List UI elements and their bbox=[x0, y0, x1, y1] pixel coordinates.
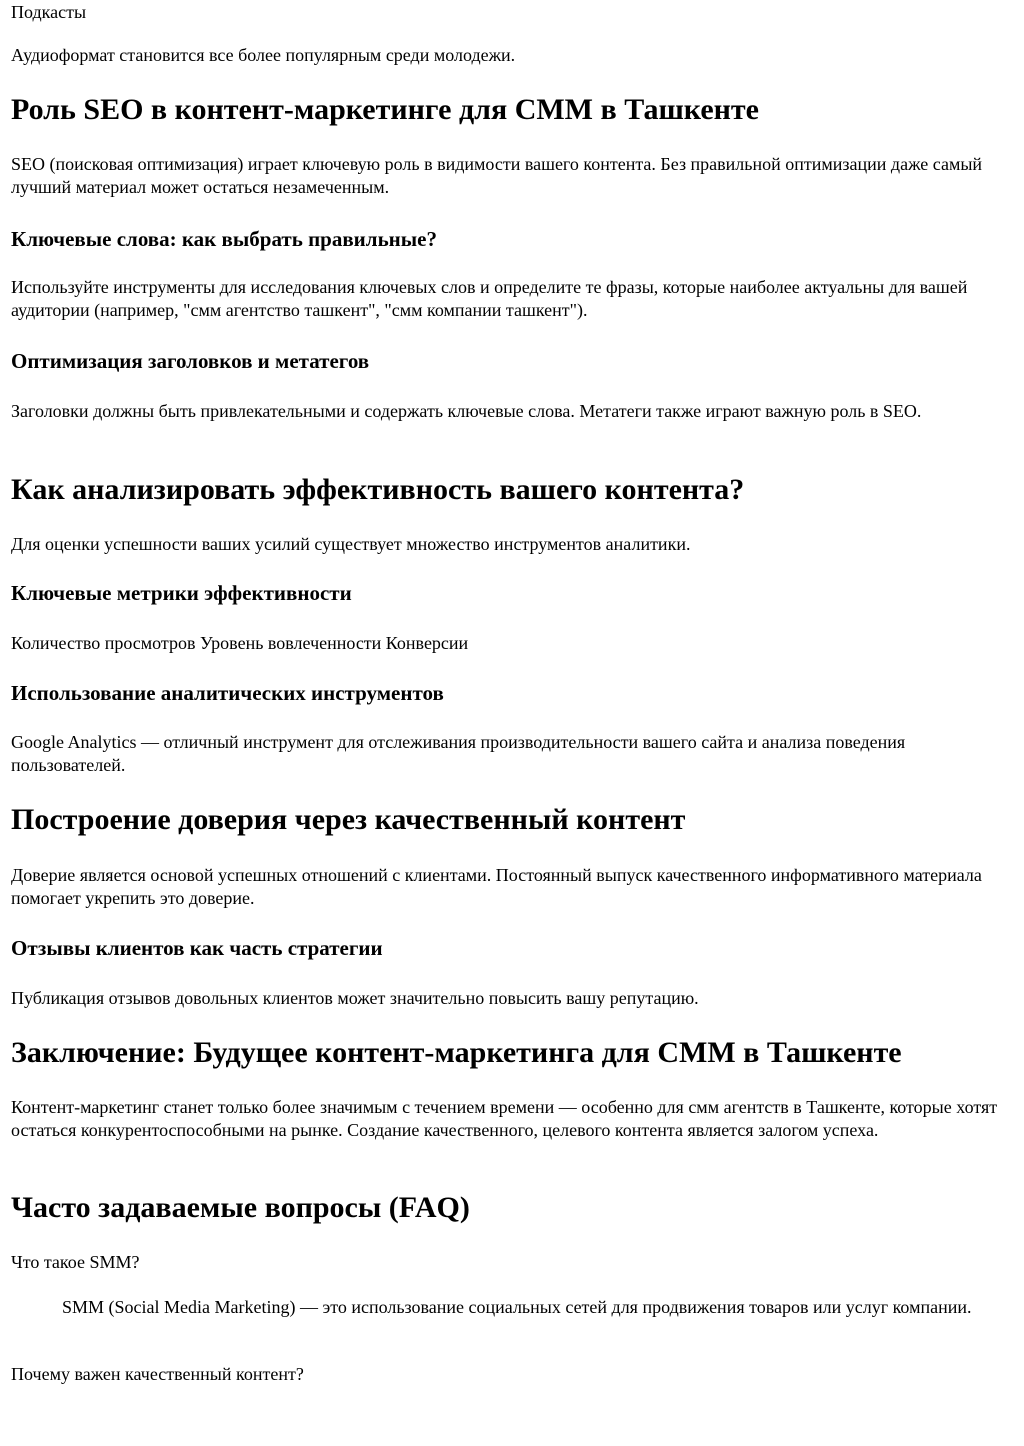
tools-text: Google Analytics — отличный инструмент для отслеживания производительности вашего сайта и анализа поведения пользователей. bbox=[11, 732, 906, 775]
trust-heading: Построение доверия через качественный контент bbox=[11, 803, 686, 836]
metrics-text: Количество просмотров Уровень вовлеченности Конверсии bbox=[11, 633, 469, 653]
analytics-text: Для оценки успешности ваших усилий существует множество инструментов аналитики. bbox=[11, 534, 691, 554]
faq-heading: Часто задаваемые вопросы (FAQ) bbox=[11, 1191, 470, 1224]
metrics-heading: Ключевые метрики эффективности bbox=[11, 581, 352, 605]
reviews-heading: Отзывы клиентов как часть стратегии bbox=[11, 936, 383, 960]
trust-text: Доверие является основой успешных отношений с клиентами. Постоянный выпуск качественного информативного материала помогает укрепить это доверие. bbox=[11, 865, 982, 908]
seo-heading: Роль SEO в контент-маркетинге для СММ в Ташкенте bbox=[11, 93, 759, 126]
tools-heading: Использование аналитических инструментов bbox=[11, 681, 444, 705]
reviews-text: Публикация отзывов довольных клиентов может значительно повысить вашу репутацию. bbox=[11, 988, 699, 1008]
keywords-heading: Ключевые слова: как выбрать правильные? bbox=[11, 227, 437, 251]
titles-text: Заголовки должны быть привлекательными и содержать ключевые слова. Метатеги также играют важную роль в SEO. bbox=[11, 401, 922, 421]
intro-label: Подкасты bbox=[11, 2, 87, 22]
seo-text: SEO (поисковая оптимизация) играет ключевую роль в видимости вашего контента. Без правильной оптимизации даже самый лучший материал может остаться незамеченным. bbox=[11, 154, 983, 197]
keywords-text: Используйте инструменты для исследования ключевых слов и определите те фразы, которые наиболее актуальны для вашей аудитории (например, "смм агентство ташкент", "смм компании ташкент"). bbox=[11, 277, 968, 320]
faq-question: Почему важен качественный контент? bbox=[11, 1364, 304, 1384]
titles-heading: Оптимизация заголовков и метатегов bbox=[11, 349, 370, 373]
intro-text: Аудиоформат становится все более популярным среди молодежи. bbox=[11, 45, 516, 65]
faq-answer: SMM (Social Media Marketing) — это использование социальных сетей для продвижения товаров или услуг компании. bbox=[62, 1297, 972, 1317]
faq-question: Что такое SMM? bbox=[11, 1252, 140, 1272]
conclusion-heading: Заключение: Будущее контент-маркетинга для СММ в Ташкенте bbox=[11, 1036, 902, 1069]
analytics-heading: Как анализировать эффективность вашего контента? bbox=[11, 473, 745, 506]
conclusion-text: Контент-маркетинг станет только более значимым с течением времени — особенно для смм агентств в Ташкенте, которые хотят остаться конкурентоспособными на рынке. Создание качественного, целевого контента является залогом успеха. bbox=[11, 1097, 998, 1140]
